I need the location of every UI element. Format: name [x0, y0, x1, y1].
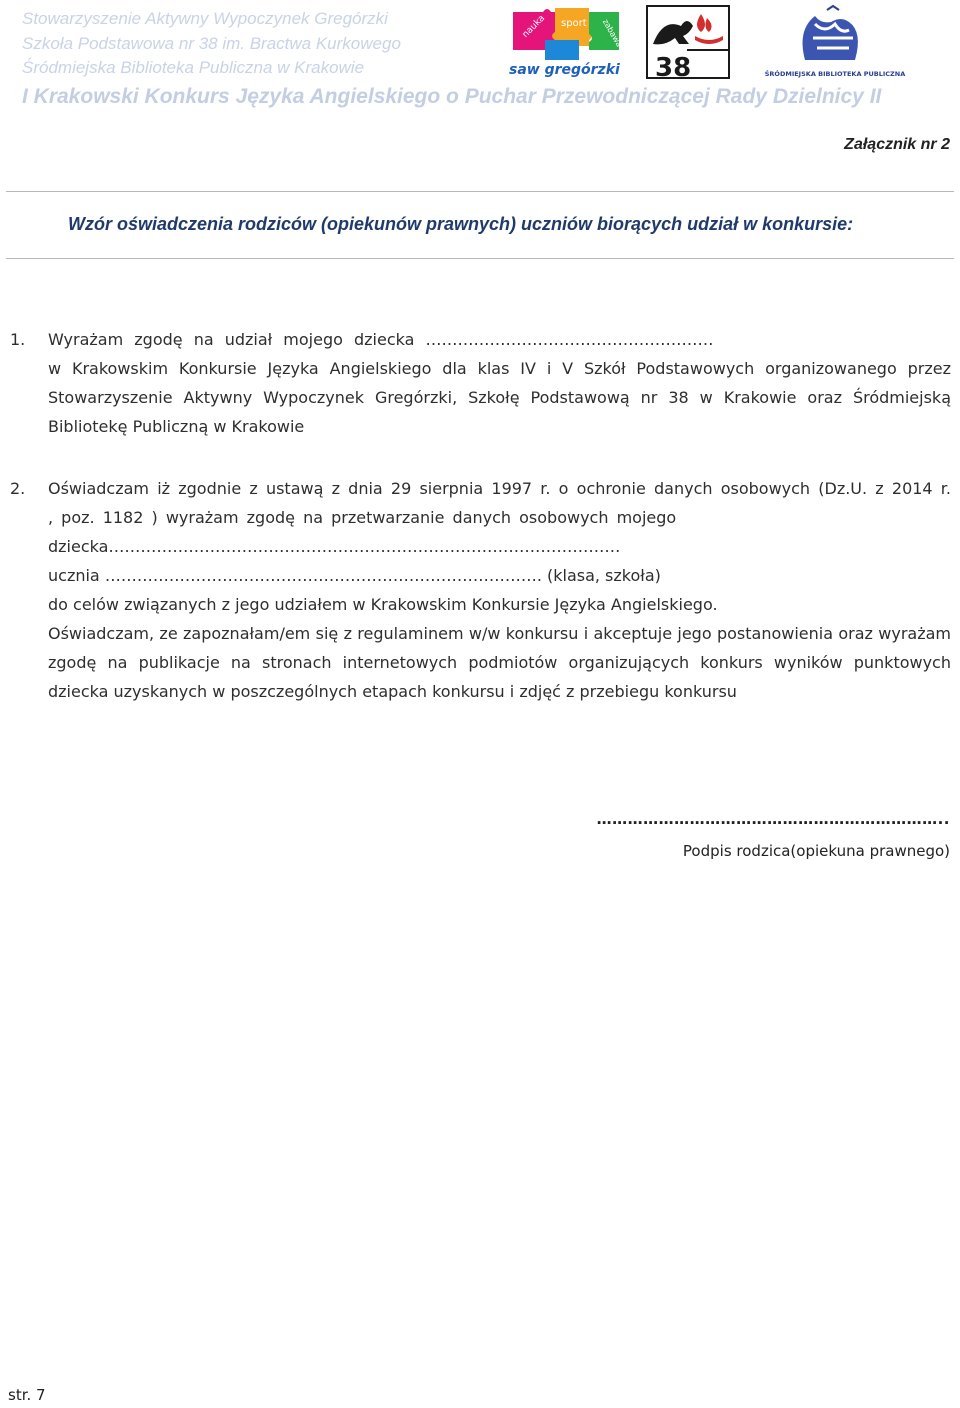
divider-bottom	[6, 258, 954, 259]
header-org-school: Szkoła Podstawowa nr 38 im. Bractwa Kurkowego	[22, 34, 401, 53]
saw-puzzle-word-1: nauka	[520, 13, 548, 41]
page-number: str. 7	[8, 1386, 46, 1404]
signature-label: Podpis rodzica(opiekuna prawnego)	[682, 842, 950, 860]
purpose-line: do celów związanych z jego udziałem w Krakowskim Konkursie Języka Angielskiego.	[48, 595, 718, 614]
header-org-association: Stowarzyszenie Aktywny Wypoczynek Gregórzki	[22, 9, 388, 28]
signature-line: …………………………………………………………..	[596, 810, 950, 828]
eagle-icon	[653, 21, 693, 44]
item-number: 1.	[10, 330, 26, 349]
logo-strip	[505, 4, 905, 82]
item-number: 2.	[10, 479, 26, 498]
declaration-text: Oświadczam, ze zapoznałam/em się z regulaminem w/w konkursu i akceptuje jego postanowienia oraz wyrażam zgodę na publikacje na stronach internetowych podmiotów organizujących konkurs wyników punktowych dziecka uzyskanych w poszczególnych etapach konkursu i zdjęć z przebiegu konkursu	[48, 624, 951, 701]
flame-icon	[697, 14, 712, 32]
child-name-line: Wyrażam zgodę na udział mojego dziecka ………………………………………………	[48, 330, 714, 349]
library-logo	[764, 4, 906, 82]
school-number: 38	[655, 53, 692, 83]
form-title: Wzór oświadczenia rodziców (opiekunów prawnych) uczniów biorących udział w konkursie:	[68, 214, 854, 234]
library-logo-caption: ŚRÓDMIEJSKA BIBLIOTEKA PUBLICZNA	[764, 70, 906, 78]
data-processing-text: Oświadczam iż zgodnie z ustawą z dnia 29 sierpnia 1997 r. o ochronie danych osobowych (Dz.U. z 2014 r. , poz. 1182 ) wyrażam zgodę na przetwarzanie danych osobowych mojego	[48, 479, 951, 527]
student-fill-line: ucznia ………………………………………………………………………. (klasa, szkoła)	[48, 566, 661, 585]
saw-puzzle-word-3: zabawa	[600, 17, 624, 49]
child-fill-line: dziecka……………………………………………………………………………………	[48, 537, 621, 556]
attachment-label: Załącznik nr 2	[844, 136, 950, 153]
saw-puzzle-word-2: sport	[561, 18, 587, 29]
consent-text: w Krakowskim Konkursie Języka Angielskiego dla klas IV i V Szkół Podstawowych organizowanego przez Stowarzyszenie Aktywny Wypoczynek Gregórzki, Szkołę Podstawową nr 38 w Krakowie oraz Śródmiejską Bibliotekę Publiczną w Krakowie	[48, 359, 951, 436]
consent-item-2	[10, 474, 951, 706]
contest-title: I Krakowski Konkurs Języka Angielskiego o Puchar Przewodniczącej Rady Dzielnicy II	[22, 85, 882, 108]
divider-top	[6, 191, 954, 192]
saw-gregorzki-logo	[505, 4, 627, 80]
saw-logo-caption: saw gregórzki	[509, 62, 620, 78]
school-38-logo	[645, 4, 731, 83]
header-org-library: Śródmiejska Biblioteka Publiczna w Krakowie	[22, 58, 365, 77]
consent-item-1	[10, 325, 951, 441]
